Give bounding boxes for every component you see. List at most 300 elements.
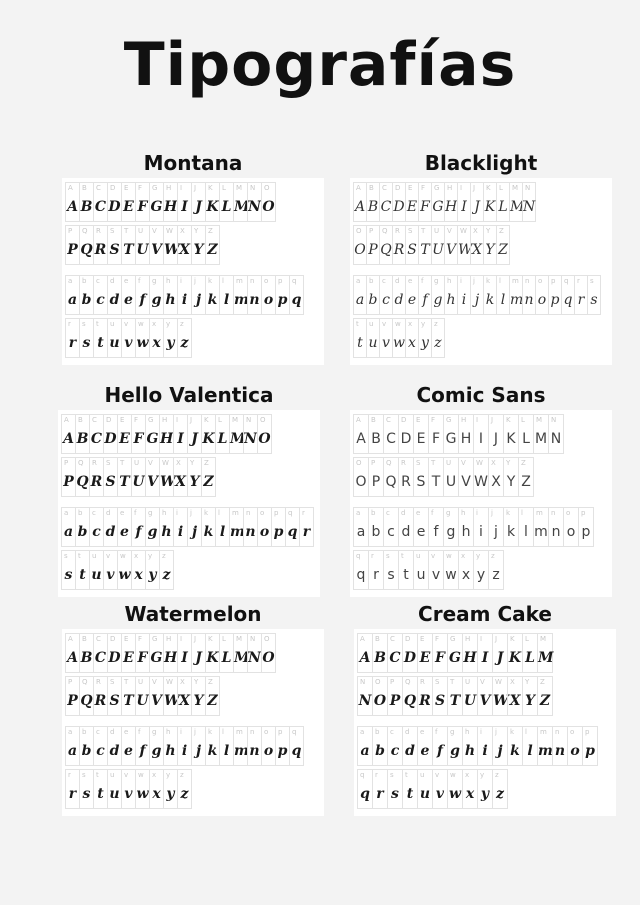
- glyph-row: [65, 318, 321, 358]
- glyph-reference: X: [473, 227, 478, 235]
- glyph-reference: U: [138, 227, 144, 235]
- glyph-cell: [443, 414, 459, 454]
- glyph-reference: o: [566, 509, 571, 517]
- glyph-cell: [353, 414, 369, 454]
- glyph-cell: [75, 457, 90, 497]
- glyph-reference: e: [124, 728, 129, 736]
- glyph-reference: p: [274, 509, 279, 517]
- glyph-reference: b: [369, 277, 374, 285]
- glyph-reference: o: [264, 728, 269, 736]
- glyph-sample: o: [263, 743, 274, 759]
- glyph-reference: M: [512, 184, 519, 192]
- glyph-sample: u: [109, 786, 120, 802]
- glyph-reference: T: [124, 227, 129, 235]
- glyph-sample: o: [566, 524, 576, 540]
- glyph-sample: s: [82, 335, 91, 351]
- glyph-cell: [387, 676, 403, 716]
- glyph-sample: n: [554, 743, 566, 759]
- glyph-reference: f: [431, 509, 434, 517]
- glyph-sample: H: [164, 199, 178, 215]
- glyph-reference: Y: [506, 459, 511, 467]
- glyph-sample: Z: [521, 474, 531, 490]
- glyph-sample: O: [373, 693, 387, 709]
- glyph-sample: b: [368, 292, 378, 308]
- glyph-cell: [135, 676, 150, 716]
- glyph-row: [65, 182, 321, 222]
- glyph-cell: [392, 182, 406, 222]
- glyph-cell: [289, 726, 304, 766]
- glyph-reference: t: [356, 320, 359, 328]
- glyph-cell: [353, 507, 369, 547]
- glyph-cell: [93, 769, 108, 809]
- glyph-reference: K: [208, 184, 213, 192]
- glyph-sample: T: [420, 242, 430, 258]
- glyph-cell: [392, 225, 406, 265]
- glyph-reference: k: [204, 509, 209, 517]
- glyph-sample: A: [359, 650, 371, 666]
- glyph-cell: [533, 414, 549, 454]
- glyph-sample: Z: [207, 242, 218, 258]
- glyph-sample: y: [421, 335, 429, 351]
- glyph-cell: [413, 414, 429, 454]
- glyph-cell: [462, 633, 478, 673]
- glyph-reference: y: [421, 320, 426, 328]
- glyph-cell: [533, 507, 549, 547]
- glyph-cell: [163, 318, 178, 358]
- glyph-cell: [201, 507, 216, 547]
- glyph-sample: k: [203, 524, 214, 540]
- glyph-reference: E: [124, 635, 129, 643]
- glyph-cell: [191, 275, 206, 315]
- glyph-sample: a: [63, 524, 74, 540]
- glyph-sample: g: [151, 292, 162, 308]
- glyph-reference: i: [176, 509, 178, 517]
- glyph-sample: B: [76, 431, 89, 447]
- glyph-reference: m: [536, 509, 543, 517]
- glyph-sample: U: [136, 242, 149, 258]
- glyph-sample: R: [393, 242, 405, 258]
- glyph-reference: a: [68, 728, 73, 736]
- glyph-cell: [163, 182, 178, 222]
- glyph-reference: C: [382, 184, 387, 192]
- glyph-reference: k: [486, 277, 491, 285]
- glyph-sample: d: [394, 292, 404, 308]
- glyph-reference: W: [166, 678, 173, 686]
- glyph-cell: [458, 457, 474, 497]
- glyph-sample: e: [120, 524, 129, 540]
- glyph-cell: [215, 414, 230, 454]
- glyph-reference: v: [382, 320, 387, 328]
- glyph-cell: [75, 414, 90, 454]
- glyph-reference: S: [110, 678, 115, 686]
- glyph-reference: e: [416, 509, 421, 517]
- glyph-reference: U: [434, 227, 440, 235]
- glyph-reference: I: [480, 635, 483, 643]
- glyph-sample: U: [132, 474, 145, 490]
- glyph-cell: [366, 275, 380, 315]
- glyph-sample: S: [434, 693, 446, 709]
- glyph-sample: C: [90, 431, 103, 447]
- glyph-sample: n: [551, 524, 561, 540]
- glyph-cell: [201, 457, 216, 497]
- glyph-sample: P: [67, 242, 78, 258]
- glyph-sample: l: [219, 524, 226, 540]
- glyph-sample: k: [510, 743, 520, 759]
- glyph-reference: f: [138, 277, 141, 285]
- glyph-sample: g: [147, 524, 158, 540]
- glyph-sample: g: [450, 743, 460, 759]
- glyph-cell: [79, 633, 94, 673]
- glyph-cell: [492, 633, 508, 673]
- glyph-sample: Y: [525, 693, 535, 709]
- glyph-sample: d: [405, 743, 415, 759]
- glyph-cell: [353, 275, 367, 315]
- glyph-cell: [107, 676, 122, 716]
- glyph-sample: s: [82, 786, 91, 802]
- glyph-reference: c: [386, 509, 390, 517]
- glyph-cell: [518, 457, 534, 497]
- glyph-cell: [398, 414, 414, 454]
- glyph-cell: [89, 550, 104, 590]
- glyph-reference: w: [120, 552, 126, 560]
- glyph-cell: [431, 318, 445, 358]
- glyph-cell: [159, 550, 174, 590]
- glyph-sample: S: [416, 474, 426, 490]
- glyph-cell: [149, 275, 164, 315]
- glyph-reference: y: [148, 552, 153, 560]
- glyph-sample: R: [401, 474, 411, 490]
- glyph-reference: R: [96, 678, 101, 686]
- glyph-sample: S: [105, 474, 116, 490]
- glyph-sample: S: [407, 242, 417, 258]
- glyph-reference: z: [180, 320, 184, 328]
- glyph-cell: [149, 318, 164, 358]
- glyph-reference: s: [64, 552, 68, 560]
- glyph-reference: s: [390, 771, 394, 779]
- glyph-reference: i: [180, 277, 182, 285]
- glyph-reference: Y: [525, 678, 530, 686]
- glyph-sample: g: [151, 743, 162, 759]
- glyph-reference: D: [110, 184, 116, 192]
- glyph-sample: P: [67, 693, 78, 709]
- glyph-cell: [285, 507, 300, 547]
- glyph-sample: U: [445, 474, 457, 490]
- glyph-sample: Z: [539, 693, 551, 709]
- glyph-reference: h: [465, 728, 470, 736]
- glyph-sample: i: [461, 292, 467, 308]
- glyph-sample: G: [445, 431, 457, 447]
- glyph-reference: c: [96, 277, 100, 285]
- glyph-reference: d: [106, 509, 111, 517]
- glyph-reference: b: [82, 277, 87, 285]
- glyph-reference: p: [581, 509, 586, 517]
- glyph-cell: [103, 550, 118, 590]
- glyph-cell: [149, 182, 164, 222]
- glyph-cell: [135, 182, 150, 222]
- glyph-reference: v: [124, 320, 129, 328]
- glyph-reference: W: [166, 227, 173, 235]
- glyph-cell: [261, 275, 276, 315]
- glyph-cell: [413, 550, 429, 590]
- glyph-reference: v: [124, 771, 129, 779]
- glyph-cell: [357, 726, 373, 766]
- glyph-cell: [561, 275, 575, 315]
- glyph-sample: d: [109, 292, 120, 308]
- glyph-sample: i: [181, 292, 188, 308]
- glyph-row: [353, 318, 609, 358]
- glyph-reference: T: [421, 227, 426, 235]
- glyph-sample: K: [206, 199, 219, 215]
- glyph-reference: u: [416, 552, 421, 560]
- glyph-sample: B: [80, 650, 93, 666]
- glyph-row: [61, 457, 317, 497]
- glyph-cell: [135, 769, 150, 809]
- font-name: Cream Cake: [418, 602, 552, 626]
- glyph-cell: [107, 633, 122, 673]
- glyph-cell: [117, 457, 132, 497]
- glyph-sample: X: [491, 474, 501, 490]
- glyph-sample: b: [375, 743, 385, 759]
- glyph-sample: t: [97, 786, 104, 802]
- glyph-cell: [462, 769, 478, 809]
- glyph-cell: [219, 182, 234, 222]
- alphabet-sheet: [350, 178, 612, 365]
- glyph-sample: y: [480, 786, 490, 802]
- font-name: Comic Sans: [416, 383, 546, 407]
- glyph-sample: P: [389, 693, 401, 709]
- glyph-cell: [483, 225, 497, 265]
- glyph-reference: e: [420, 728, 425, 736]
- font-name: Montana: [143, 151, 243, 175]
- glyph-reference: j: [194, 277, 196, 285]
- glyph-cell: [261, 182, 276, 222]
- glyph-cell: [89, 507, 104, 547]
- glyph-sample: E: [119, 431, 130, 447]
- glyph-reference: g: [152, 277, 157, 285]
- glyph-reference: y: [480, 771, 485, 779]
- glyph-reference: h: [461, 509, 466, 517]
- glyph-reference: Q: [386, 459, 392, 467]
- glyph-reference: I: [180, 184, 183, 192]
- glyph-reference: F: [435, 635, 440, 643]
- glyph-cell: [135, 225, 150, 265]
- glyph-cell: [233, 275, 248, 315]
- glyph-sample: r: [373, 567, 379, 583]
- glyph-sample: x: [408, 335, 416, 351]
- glyph-cell: [65, 726, 80, 766]
- glyph-sample: C: [94, 650, 107, 666]
- glyph-cell: [61, 457, 76, 497]
- glyph-reference: j: [194, 728, 196, 736]
- glyph-cell: [372, 726, 388, 766]
- font-name: Hello Valentica: [104, 383, 274, 407]
- glyph-reference: x: [465, 771, 470, 779]
- glyph-cell: [379, 318, 393, 358]
- glyph-reference: J: [190, 416, 193, 424]
- glyph-sample: F: [137, 650, 148, 666]
- glyph-sample: v: [435, 786, 445, 802]
- glyph-reference: v: [431, 552, 436, 560]
- glyph-sample: f: [436, 743, 444, 759]
- glyph-cell: [496, 225, 510, 265]
- glyph-sample: S: [109, 693, 120, 709]
- glyph-sample: v: [382, 335, 390, 351]
- glyph-cell: [163, 633, 178, 673]
- glyph-cell: [432, 769, 448, 809]
- glyph-sample: m: [534, 524, 548, 540]
- glyph-row: [65, 633, 321, 673]
- glyph-reference: Z: [204, 459, 209, 467]
- glyph-cell: [93, 275, 108, 315]
- glyph-sample: z: [434, 335, 442, 351]
- glyph-cell: [473, 507, 489, 547]
- glyph-sample: I: [461, 199, 467, 215]
- glyph-sample: A: [67, 199, 78, 215]
- glyph-reference: N: [551, 416, 557, 424]
- glyph-cell: [477, 633, 493, 673]
- glyph-cell: [177, 182, 192, 222]
- glyph-cell: [177, 633, 192, 673]
- glyph-cell: [93, 225, 108, 265]
- glyph-reference: w: [450, 771, 456, 779]
- glyph-reference: T: [120, 459, 125, 467]
- glyph-cell: [103, 414, 118, 454]
- glyph-sample: G: [150, 199, 163, 215]
- glyph-cell: [368, 414, 384, 454]
- glyph-reference: R: [395, 227, 400, 235]
- glyph-sample: T: [431, 474, 441, 490]
- glyph-sample: c: [390, 743, 400, 759]
- glyph-sample: w: [136, 335, 149, 351]
- glyph-cell: [65, 225, 80, 265]
- glyph-sample: U: [432, 242, 444, 258]
- glyph-cell: [131, 457, 146, 497]
- glyph-cell: [357, 633, 373, 673]
- glyph-reference: D: [110, 635, 116, 643]
- glyph-reference: P: [64, 459, 69, 467]
- glyph-sample: V: [445, 242, 457, 258]
- glyph-reference: a: [356, 277, 361, 285]
- glyph-sample: o: [263, 292, 274, 308]
- glyph-reference: w: [138, 320, 144, 328]
- glyph-sample: F: [435, 650, 445, 666]
- glyph-cell: [509, 182, 523, 222]
- glyph-sample: z: [492, 567, 500, 583]
- glyph-cell: [107, 726, 122, 766]
- glyph-sample: Z: [498, 242, 508, 258]
- glyph-row: [357, 633, 613, 673]
- glyph-reference: n: [551, 509, 556, 517]
- glyph-sample: q: [287, 524, 298, 540]
- glyph-cell: [149, 676, 164, 716]
- glyph-reference: Y: [190, 459, 195, 467]
- glyph-cell: [522, 676, 538, 716]
- glyph-cell: [447, 769, 463, 809]
- glyph-cell: [398, 550, 414, 590]
- glyph-cell: [379, 225, 393, 265]
- glyph-reference: M: [236, 635, 243, 643]
- alphabet-sheet: [354, 629, 616, 816]
- glyph-reference: y: [166, 320, 171, 328]
- glyph-reference: L: [222, 635, 226, 643]
- glyph-cell: [483, 182, 497, 222]
- glyph-sample: G: [432, 199, 444, 215]
- glyph-cell: [149, 225, 164, 265]
- font-panel-cream-cake: [354, 601, 616, 816]
- glyph-cell: [372, 769, 388, 809]
- glyph-reference: Z: [208, 227, 213, 235]
- glyph-cell: [432, 676, 448, 716]
- glyph-reference: T: [431, 459, 436, 467]
- glyph-sample: w: [393, 335, 405, 351]
- glyph-reference: f: [435, 728, 438, 736]
- glyph-sample: t: [357, 335, 363, 351]
- glyph-cell: [537, 633, 553, 673]
- glyph-reference: C: [96, 635, 101, 643]
- glyph-cell: [149, 769, 164, 809]
- glyph-reference: U: [446, 459, 452, 467]
- glyph-cell: [93, 726, 108, 766]
- glyph-row: [357, 769, 613, 809]
- glyph-cell: [261, 726, 276, 766]
- glyph-cell: [444, 275, 458, 315]
- glyph-cell: [75, 550, 90, 590]
- glyph-sample: L: [221, 199, 232, 215]
- glyph-reference: H: [166, 184, 172, 192]
- glyph-reference: y: [166, 771, 171, 779]
- glyph-sample: Y: [193, 693, 204, 709]
- glyph-sample: a: [355, 292, 365, 308]
- glyph-reference: i: [460, 277, 462, 285]
- glyph-reference: H: [162, 416, 168, 424]
- glyph-sample: a: [67, 292, 78, 308]
- glyph-reference: u: [92, 552, 97, 560]
- glyph-reference: n: [250, 728, 255, 736]
- glyph-cell: [518, 507, 534, 547]
- glyph-reference: l: [222, 277, 224, 285]
- glyph-sample: p: [581, 524, 591, 540]
- glyph-cell: [121, 726, 136, 766]
- alphabet-sheet: [62, 178, 324, 365]
- glyph-sample: T: [123, 693, 134, 709]
- glyph-reference: Y: [194, 227, 199, 235]
- glyph-sample: H: [460, 431, 472, 447]
- alphabet-sheet: [350, 410, 612, 597]
- glyph-cell: [219, 726, 234, 766]
- glyph-reference: C: [96, 184, 101, 192]
- glyph-sample: o: [570, 743, 580, 759]
- glyph-reference: P: [369, 227, 374, 235]
- glyph-reference: J: [194, 184, 197, 192]
- glyph-reference: F: [431, 416, 436, 424]
- glyph-reference: O: [264, 184, 270, 192]
- glyph-sample: D: [104, 431, 117, 447]
- glyph-cell: [191, 182, 206, 222]
- glyph-reference: E: [120, 416, 125, 424]
- glyph-sample: I: [481, 650, 489, 666]
- glyph-reference: m: [232, 509, 239, 517]
- glyph-reference: v: [106, 552, 111, 560]
- glyph-reference: j: [190, 509, 192, 517]
- glyph-sample: g: [446, 524, 456, 540]
- glyph-sample: B: [371, 431, 381, 447]
- glyph-cell: [563, 507, 579, 547]
- glyph-reference: V: [480, 678, 485, 686]
- glyph-sample: J: [191, 431, 198, 447]
- glyph-reference: g: [446, 509, 451, 517]
- glyph-sample: r: [376, 786, 384, 802]
- glyph-sample: c: [92, 524, 101, 540]
